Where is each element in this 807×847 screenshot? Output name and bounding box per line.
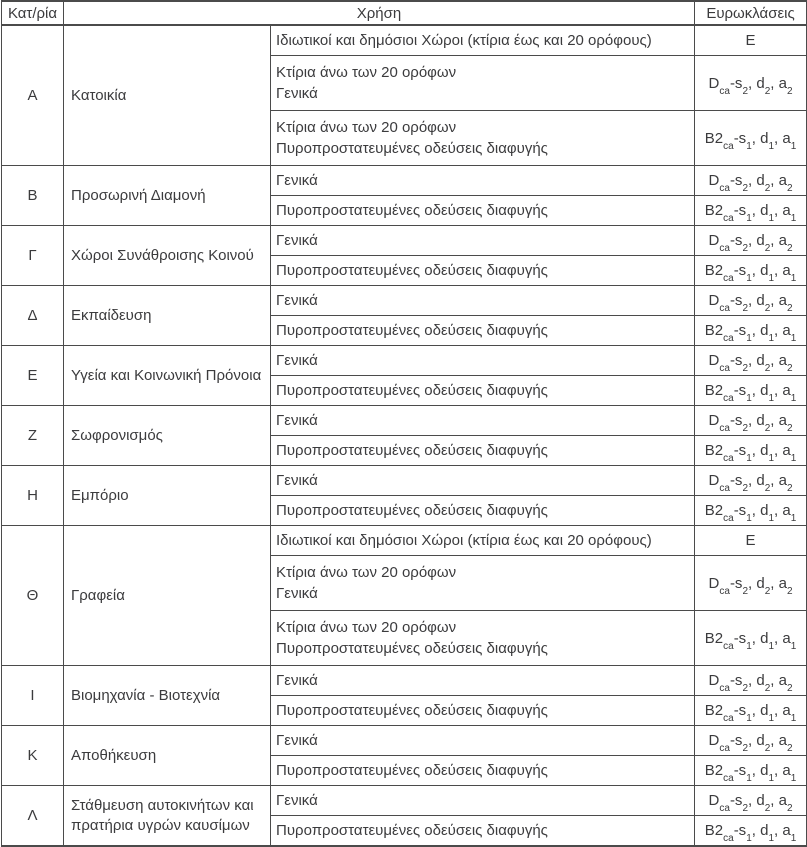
use-cell	[271, 376, 695, 406]
header-euroclass: Ευρωκλάσεις	[695, 1, 807, 25]
use-cell	[271, 756, 695, 786]
category-name: Αποθήκευση	[64, 726, 271, 786]
euroclass-table	[1, 0, 807, 847]
use-line: Πυροπροστατευμένες οδεύσεις διαφυγής	[276, 262, 548, 279]
euroclass-cell: $D_{ca}-s_2$, $d_2$, $a_2$	[695, 466, 807, 496]
category-name: Στάθμευση αυτοκινήτων και πρατήρια υγρών καυσίμων	[64, 786, 271, 847]
use-cell	[271, 696, 695, 726]
euroclass-cell: E	[695, 25, 807, 56]
euroclass-cell: $D_{ca}-s_2$, $d_2$, $a_2$	[695, 556, 807, 611]
header-row	[2, 1, 807, 25]
category-name: Εμπόριο	[64, 466, 271, 526]
table-row	[2, 25, 807, 56]
use-cell	[271, 496, 695, 526]
table-row	[2, 346, 807, 376]
euroclass-cell: $D_{ca}-s_2$, $d_2$, $a_2$	[695, 726, 807, 756]
table-row	[2, 526, 807, 556]
table-row	[2, 466, 807, 496]
use-line: Γενικά	[276, 472, 318, 489]
euroclass-cell: E	[695, 526, 807, 556]
use-cell	[271, 316, 695, 346]
euroclass-cell: $B2_{ca}-s_1$, $d_1$, $a_1$	[695, 256, 807, 286]
category-letter: Η	[2, 466, 64, 526]
euroclass-cell: $B2_{ca}-s_1$, $d_1$, $a_1$	[695, 611, 807, 666]
use-line: Ιδιωτικοί και δημόσιοι Χώροι (κτίρια έως και 20 ορόφους)	[276, 532, 652, 549]
euroclass-cell: $D_{ca}-s_2$, $d_2$, $a_2$	[695, 786, 807, 816]
use-cell	[271, 526, 695, 556]
category-letter: Λ	[2, 786, 64, 847]
table-row	[2, 226, 807, 256]
euroclass-cell: $D_{ca}-s_2$, $d_2$, $a_2$	[695, 226, 807, 256]
use-line: Ιδιωτικοί και δημόσιοι Χώροι (κτίρια έως και 20 ορόφους)	[276, 32, 652, 49]
euroclass-cell: $B2_{ca}-s_1$, $d_1$, $a_1$	[695, 496, 807, 526]
use-cell	[271, 786, 695, 816]
table-row	[2, 666, 807, 696]
category-name: Σωφρονισμός	[64, 406, 271, 466]
use-line: Κτίρια άνω των 20 ορόφων	[276, 619, 457, 636]
use-cell	[271, 466, 695, 496]
category-name: Κατοικία	[64, 25, 271, 166]
use-line: Πυροπροστατευμένες οδεύσεις διαφυγής	[276, 762, 548, 779]
table-header	[2, 1, 807, 25]
category-name: Εκπαίδευση	[64, 286, 271, 346]
category-letter: Γ	[2, 226, 64, 286]
table-row	[2, 286, 807, 316]
use-cell	[271, 666, 695, 696]
euroclass-table-container	[1, 0, 806, 847]
use-line: Γενικά	[276, 792, 318, 809]
use-cell	[271, 346, 695, 376]
use-line: Γενικά	[276, 672, 318, 689]
use-cell	[271, 556, 695, 611]
use-line: Γενικά	[276, 352, 318, 369]
table-row	[2, 726, 807, 756]
use-line: Πυροπροστατευμένες οδεύσεις διαφυγής	[276, 322, 548, 339]
category-name: Γραφεία	[64, 526, 271, 666]
header-category: Κατ/ρία	[2, 1, 64, 25]
category-letter: Β	[2, 166, 64, 226]
use-line: Γενικά	[276, 732, 318, 749]
use-line: Πυροπροστατευμένες οδεύσεις διαφυγής	[276, 382, 548, 399]
use-cell	[271, 226, 695, 256]
category-name: Υγεία και Κοινωνική Πρόνοια	[64, 346, 271, 406]
use-cell	[271, 406, 695, 436]
use-line: Πυροπροστατευμένες οδεύσεις διαφυγής	[276, 140, 548, 157]
euroclass-cell: $D_{ca}-s_2$, $d_2$, $a_2$	[695, 666, 807, 696]
table-row	[2, 786, 807, 816]
use-cell	[271, 436, 695, 466]
euroclass-cell: $B2_{ca}-s_1$, $d_1$, $a_1$	[695, 696, 807, 726]
use-cell	[271, 286, 695, 316]
use-line: Γενικά	[276, 85, 318, 102]
category-letter: Α	[2, 25, 64, 166]
use-line: Πυροπροστατευμένες οδεύσεις διαφυγής	[276, 822, 548, 839]
use-line: Πυροπροστατευμένες οδεύσεις διαφυγής	[276, 502, 548, 519]
use-cell	[271, 256, 695, 286]
table-row	[2, 166, 807, 196]
use-line: Πυροπροστατευμένες οδεύσεις διαφυγής	[276, 442, 548, 459]
use-cell	[271, 111, 695, 166]
euroclass-cell: $D_{ca}-s_2$, $d_2$, $a_2$	[695, 166, 807, 196]
euroclass-cell: $B2_{ca}-s_1$, $d_1$, $a_1$	[695, 816, 807, 847]
euroclass-cell: $B2_{ca}-s_1$, $d_1$, $a_1$	[695, 756, 807, 786]
use-line: Γενικά	[276, 172, 318, 189]
use-line: Γενικά	[276, 232, 318, 249]
use-cell	[271, 611, 695, 666]
use-cell	[271, 56, 695, 111]
category-name: Προσωρινή Διαμονή	[64, 166, 271, 226]
euroclass-cell: $B2_{ca}-s_1$, $d_1$, $a_1$	[695, 196, 807, 226]
euroclass-cell: $B2_{ca}-s_1$, $d_1$, $a_1$	[695, 111, 807, 166]
euroclass-cell: $B2_{ca}-s_1$, $d_1$, $a_1$	[695, 376, 807, 406]
use-cell	[271, 196, 695, 226]
use-line: Γενικά	[276, 585, 318, 602]
category-letter: Δ	[2, 286, 64, 346]
table-row	[2, 406, 807, 436]
use-line: Γενικά	[276, 412, 318, 429]
euroclass-cell: $B2_{ca}-s_1$, $d_1$, $a_1$	[695, 316, 807, 346]
use-cell	[271, 166, 695, 196]
euroclass-cell: $D_{ca}-s_2$, $d_2$, $a_2$	[695, 286, 807, 316]
euroclass-cell: $D_{ca}-s_2$, $d_2$, $a_2$	[695, 346, 807, 376]
use-cell	[271, 726, 695, 756]
euroclass-cell: $D_{ca}-s_2$, $d_2$, $a_2$	[695, 406, 807, 436]
use-line: Πυροπροστατευμένες οδεύσεις διαφυγής	[276, 702, 548, 719]
use-line: Πυροπροστατευμένες οδεύσεις διαφυγής	[276, 202, 548, 219]
category-letter: Κ	[2, 726, 64, 786]
header-use: Χρήση	[64, 1, 695, 25]
use-line: Πυροπροστατευμένες οδεύσεις διαφυγής	[276, 640, 548, 657]
use-cell	[271, 25, 695, 56]
category-letter: Ι	[2, 666, 64, 726]
category-name: Βιομηχανία - Βιοτεχνία	[64, 666, 271, 726]
use-line: Κτίρια άνω των 20 ορόφων	[276, 64, 457, 81]
use-line: Γενικά	[276, 292, 318, 309]
use-cell	[271, 816, 695, 847]
euroclass-cell: $D_{ca}-s_2$, $d_2$, $a_2$	[695, 56, 807, 111]
category-name: Χώροι Συνάθροισης Κοινού	[64, 226, 271, 286]
use-line: Κτίρια άνω των 20 ορόφων	[276, 119, 457, 136]
euroclass-cell: $B2_{ca}-s_1$, $d_1$, $a_1$	[695, 436, 807, 466]
category-letter: Θ	[2, 526, 64, 666]
category-letter: Ε	[2, 346, 64, 406]
table-body	[2, 25, 807, 846]
category-letter: Ζ	[2, 406, 64, 466]
use-line: Κτίρια άνω των 20 ορόφων	[276, 564, 457, 581]
